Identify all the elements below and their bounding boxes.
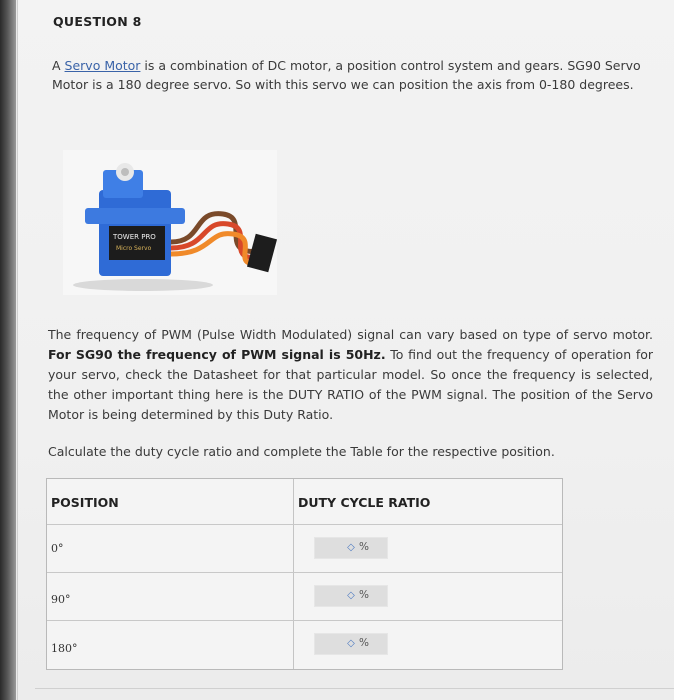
intro-paragraph [52, 56, 652, 94]
pwm-text-start: The frequency of PWM (Pulse Width Modulated) signal can vary based on type of servo motor. [48, 327, 653, 342]
duty-ratio-select-180[interactable] [314, 633, 388, 655]
duty-ratio-select-0[interactable] [314, 537, 388, 559]
table-row-divider [47, 524, 562, 525]
dropdown-arrow-icon: ◇ [347, 638, 355, 649]
servo-label-brand: TOWER PRO [113, 233, 156, 241]
column-header-duty-cycle: DUTY CYCLE RATIO [298, 495, 431, 510]
column-header-position: POSITION [51, 495, 119, 510]
intro-text-rest: is a combination of DC motor, a position control system and gears. SG90 Servo Motor is a 180 degree servo. So with this servo we can position the axis from 0-180 degrees. [52, 58, 641, 92]
card-bottom-divider [35, 688, 674, 689]
left-edge [0, 0, 16, 700]
instruction-text: Calculate the duty cycle ratio and complete the Table for the respective position. [48, 444, 555, 459]
percent-unit-90: % [359, 589, 369, 601]
servo-label-model: Micro Servo [116, 245, 152, 252]
position-180-label: 180° [51, 642, 78, 655]
question-title: QUESTION 8 [53, 14, 142, 29]
servo-image [63, 150, 277, 295]
servo-motor-illustration [63, 150, 277, 295]
table-column-divider [293, 479, 294, 669]
pwm-paragraph [48, 325, 653, 425]
duty-ratio-select-90[interactable] [314, 585, 388, 607]
servo-motor-link[interactable]: Servo Motor [64, 58, 141, 73]
pwm-text-rest: To find out the frequency of operation for your servo, check the Datasheet for that particular model. So once the frequency is selected, the other important thing here is the DUTY RATIO of the PWM signal. The position of the Servo Motor is being determined by this Duty Ratio. [48, 347, 654, 422]
intro-text-start: A [52, 58, 65, 73]
percent-unit-180: % [359, 637, 369, 649]
duty-cycle-table [46, 478, 563, 670]
table-row-divider [47, 572, 562, 573]
position-0-label: 0° [51, 542, 64, 555]
dropdown-arrow-icon: ◇ [347, 590, 355, 601]
question-card [17, 0, 674, 700]
pwm-frequency-bold: For SG90 the frequency of PWM signal is 50Hz. [48, 347, 386, 362]
position-90-label: 90° [51, 593, 71, 606]
dropdown-arrow-icon: ◇ [347, 542, 355, 553]
table-row-divider [47, 620, 562, 621]
percent-unit-0: % [359, 541, 369, 553]
